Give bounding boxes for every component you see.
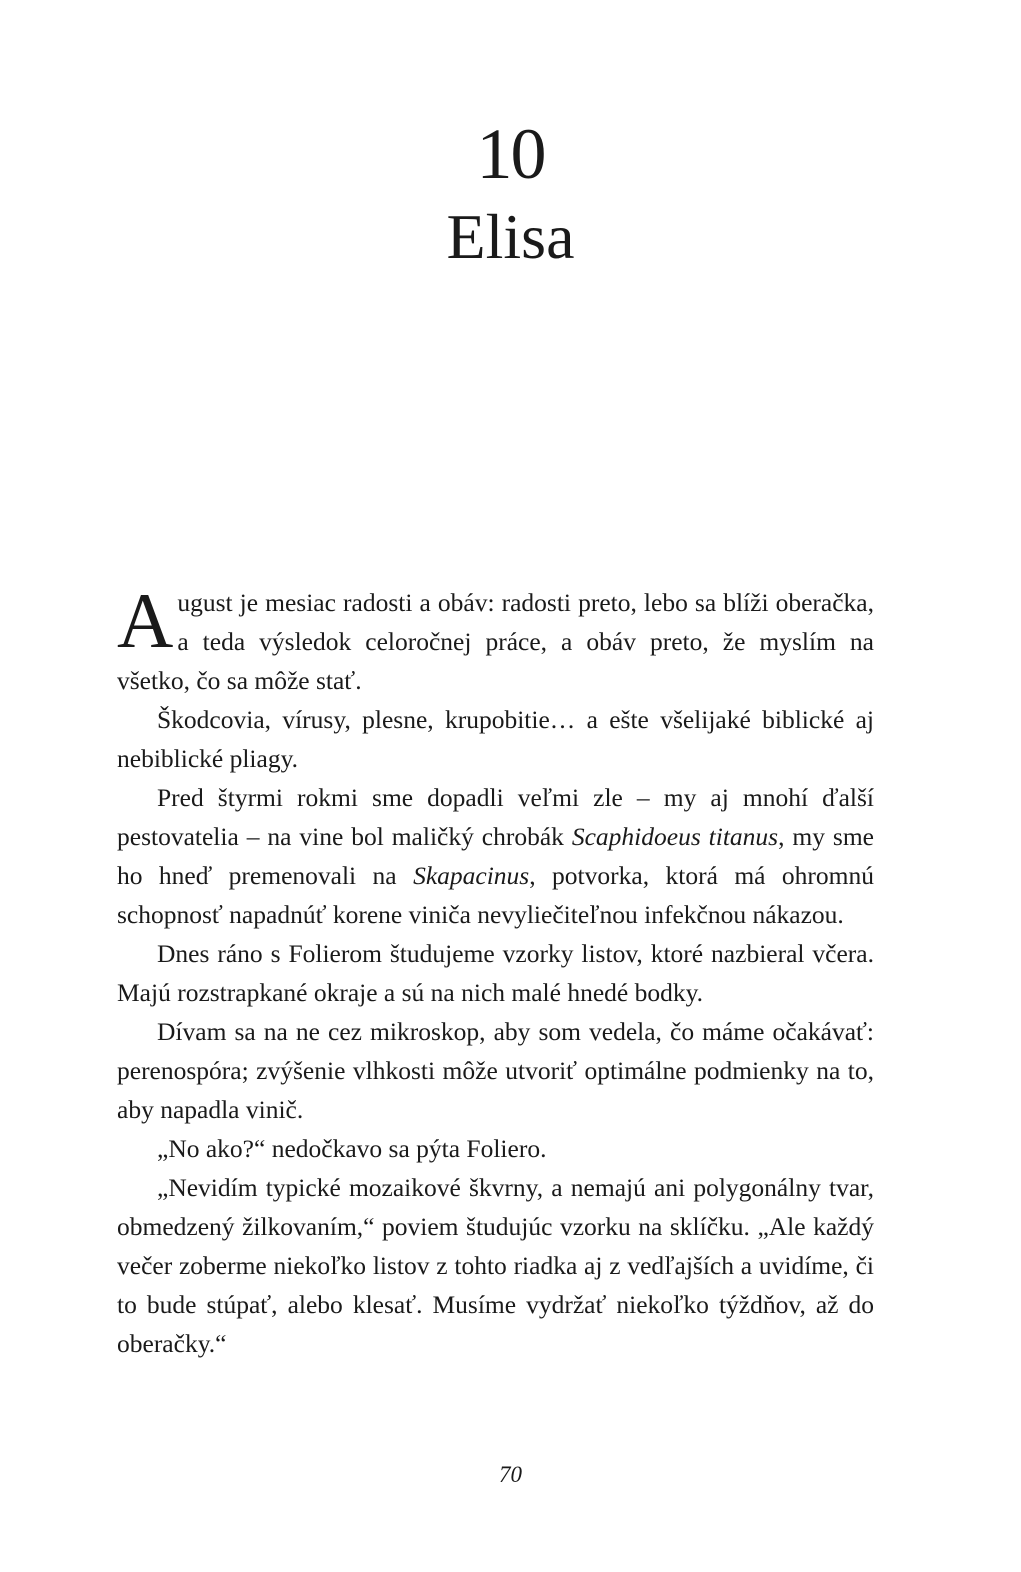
paragraph-1	[117, 577, 874, 700]
paragraph-3-part-2: , my sme ho hneď premenovali na	[117, 822, 874, 890]
species-name-italic: Scaphidoeus titanus	[571, 822, 779, 851]
chapter-number: 10	[476, 114, 545, 194]
paragraph-7: „Nevidím typické mozaikové škvrny, a nemajú ani polygonálny tvar, obmedzený žilkovaním,“ poviem študujúc vzorku na sklíčku. „Ale každý večer zoberme niekoľko listov z tohto riadka aj z vedľajších a uvidíme, či to bude stúpať, alebo klesať. Musíme vydržať niekoľko týždňov, až do oberačky.“	[117, 1173, 874, 1358]
paragraph-6: „No ako?“ nedočkavo sa pýta Foliero.	[157, 1134, 547, 1163]
chapter-title: Elisa	[446, 201, 575, 272]
nickname-italic: Skapacinus	[413, 861, 530, 890]
paragraph-3-part-3: , potvorka, ktorá má ohromnú schopnosť napadnúť korene viniča nevyliečiteľnou infekčnou nákazou.	[117, 861, 874, 929]
paragraph-3	[117, 778, 874, 934]
drop-cap: A	[117, 577, 174, 664]
paragraph-3-part-1: Pred štyrmi rokmi sme dopadli veľmi zle – my aj mnohí ďalší pestovatelia – na vine bol maličký chrobák	[117, 783, 874, 851]
page-number: 70	[499, 1462, 522, 1487]
body-text	[117, 577, 874, 1363]
paragraph-2: Škodcovia, vírusy, plesne, krupobitie… a ešte všelijaké biblické aj nebiblické pliagy.	[117, 705, 874, 773]
paragraph-5: Dívam sa na ne cez mikroskop, aby som vedela, čo máme očakávať: perenospóra; zvýšenie vlhkosti môže utvoriť optimálne podmienky na to, aby napadla vinič.	[117, 1017, 874, 1124]
paragraph-1-text: ugust je mesiac radosti a obáv: radosti preto, lebo sa blíži oberačka, a teda výsledok celoročnej práce, a obáv preto, že myslím na všetko, čo sa môže stať.	[117, 588, 874, 695]
paragraph-4: Dnes ráno s Folierom študujeme vzorky listov, ktoré nazbieral včera. Majú rozstrapkané okraje a sú na nich malé hnedé bodky.	[117, 939, 874, 1007]
